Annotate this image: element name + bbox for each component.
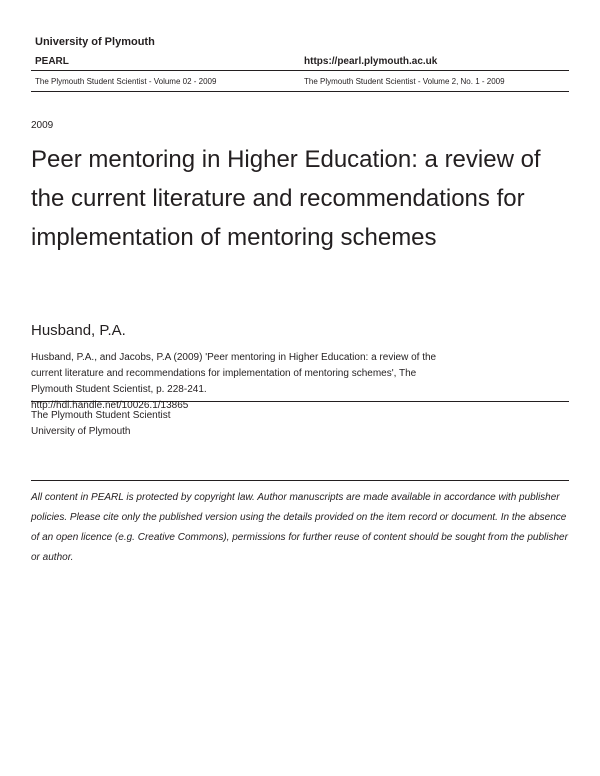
- publisher-name: The Plymouth Student Scientist: [31, 410, 171, 421]
- publication-year: 2009: [31, 120, 54, 131]
- series-volume-right: The Plymouth Student Scientist - Volume 2, No. 1 - 2009: [304, 77, 505, 86]
- repository-url-link[interactable]: https://pearl.plymouth.ac.uk: [304, 56, 438, 67]
- citation-line: Plymouth Student Scientist, p. 228-241.: [31, 384, 207, 395]
- repository-name: PEARL: [35, 56, 69, 67]
- citation: [31, 350, 501, 414]
- header-divider: [31, 70, 569, 71]
- document-title: Peer mentoring in Higher Education: a review of the current literature and recommendations for implementation of mentoring schemes: [31, 146, 541, 251]
- series-divider: [31, 91, 569, 92]
- publisher-institution: University of Plymouth: [31, 426, 131, 437]
- institution-name: University of Plymouth: [35, 36, 155, 48]
- handle-link[interactable]: http://hdl.handle.net/10026.1/13865: [31, 400, 189, 411]
- author-name: Husband, P.A.: [31, 322, 126, 339]
- series-volume-left: The Plymouth Student Scientist - Volume 02 - 2009: [35, 77, 217, 86]
- citation-divider: [31, 401, 569, 402]
- copyright-notice: All content in PEARL is protected by copyright law. Author manuscripts are made available in accordance with publisher policies. Please cite only the published version using the details provided on the item record or document. In the absence of an open licence (e.g. Creative Commons), permissions for further reuse of content should be sought from the publisher or author.: [31, 492, 568, 563]
- publisher-divider: [31, 480, 569, 481]
- citation-line: current literature and recommendations for implementation of mentoring schemes', The: [31, 368, 417, 379]
- citation-line: Husband, P.A., and Jacobs, P.A (2009) 'Peer mentoring in Higher Education: a review of the: [31, 352, 437, 363]
